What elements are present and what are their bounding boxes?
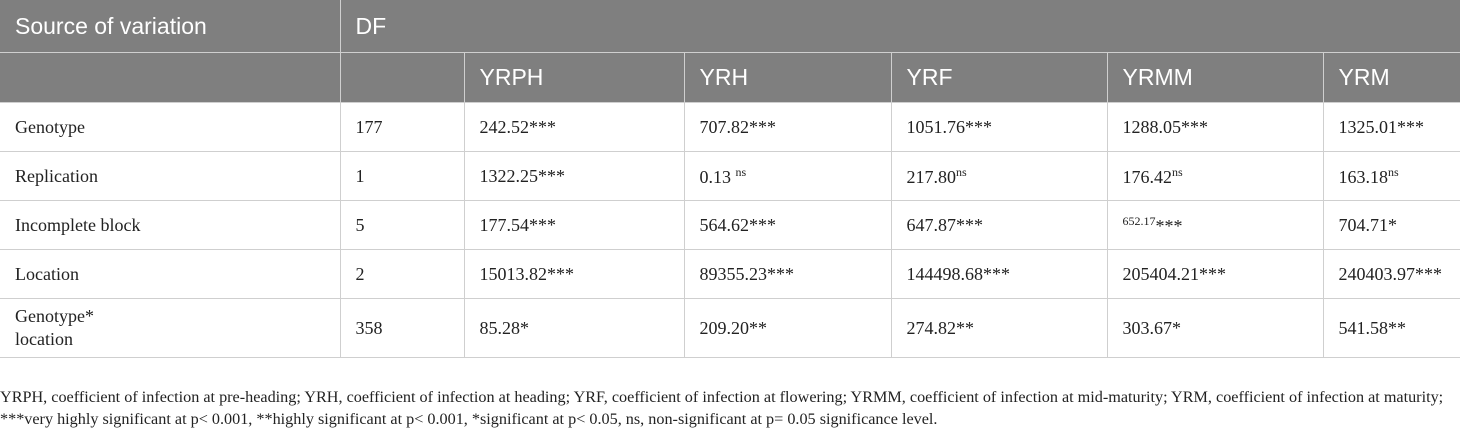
row-df: 358 bbox=[340, 299, 464, 358]
cell-yrm bbox=[1323, 201, 1460, 250]
cell-yrph bbox=[464, 250, 684, 299]
cell-yrf bbox=[891, 152, 1107, 201]
cell-yrmm bbox=[1107, 201, 1323, 250]
cell-significance: *** bbox=[1155, 215, 1183, 236]
row-df: 1 bbox=[340, 152, 464, 201]
cell-significance: *** bbox=[983, 263, 1010, 284]
row-df: 177 bbox=[340, 103, 464, 152]
cell-yrh bbox=[684, 103, 891, 152]
header-yrh: YRH bbox=[684, 53, 891, 103]
cell-value: 564.62 bbox=[699, 214, 749, 235]
cell-significance: *** bbox=[529, 214, 556, 235]
cell-yrh bbox=[684, 152, 891, 201]
cell-significance: ** bbox=[1388, 317, 1406, 338]
cell-value: 176.42 bbox=[1122, 166, 1172, 187]
cell-value: 85.28 bbox=[479, 317, 520, 338]
cell-value: 205404.21 bbox=[1122, 263, 1199, 284]
cell-significance: *** bbox=[538, 165, 565, 186]
cell-value: 163.18 bbox=[1338, 166, 1388, 187]
cell-significance: *** bbox=[767, 263, 794, 284]
cell-significance: ** bbox=[956, 317, 974, 338]
table-footnote: YRPH, coefficient of infection at pre-heading; YRH, coefficient of infection at heading; YRF, coefficient of infection at flowering; YRMM, coefficient of infection at mid-maturity; YRM, coefficient of infection at maturity; ***very highly significant at p< 0.001, **highly significant at p< 0.001, *significant at p< 0.05, ns, non-significant at p= 0.05 significance level. bbox=[0, 388, 1444, 428]
cell-value: 209.20 bbox=[699, 317, 749, 338]
cell-significance: *** bbox=[749, 214, 776, 235]
cell-yrh bbox=[684, 201, 891, 250]
cell-value: 274.82 bbox=[906, 317, 956, 338]
row-df: 5 bbox=[340, 201, 464, 250]
cell-value: 1051.76 bbox=[906, 116, 965, 137]
table-row-genotype-location bbox=[0, 299, 1460, 358]
cell-value: 240403.97 bbox=[1338, 263, 1415, 284]
cell-yrf bbox=[891, 103, 1107, 152]
cell-value: 707.82 bbox=[699, 116, 749, 137]
cell-significance: *** bbox=[1415, 263, 1442, 284]
header-yrph: YRPH bbox=[464, 53, 684, 103]
row-source: Replication bbox=[0, 152, 340, 201]
cell-yrmm bbox=[1107, 103, 1323, 152]
header-df: DF bbox=[340, 0, 1460, 53]
header-yrf: YRF bbox=[891, 53, 1107, 103]
cell-significance: * bbox=[520, 317, 529, 338]
cell-value: 242.52 bbox=[479, 116, 529, 137]
cell-significance: *** bbox=[1199, 263, 1226, 284]
cell-significance: *** bbox=[529, 116, 556, 137]
cell-value: 652.17 bbox=[1122, 213, 1156, 228]
header-row-top bbox=[0, 0, 1460, 53]
header-yrmm: YRMM bbox=[1107, 53, 1323, 103]
cell-yrh bbox=[684, 250, 891, 299]
cell-significance: *** bbox=[749, 116, 776, 137]
table-row-replication bbox=[0, 152, 1460, 201]
cell-yrmm bbox=[1107, 152, 1323, 201]
cell-significance: *** bbox=[956, 214, 983, 235]
cell-yrf bbox=[891, 201, 1107, 250]
cell-yrph bbox=[464, 299, 684, 358]
cell-value: 647.87 bbox=[906, 214, 956, 235]
cell-yrf bbox=[891, 250, 1107, 299]
header-blank-2 bbox=[340, 53, 464, 103]
header-blank-1 bbox=[0, 53, 340, 103]
row-source: Incomplete block bbox=[0, 201, 340, 250]
table-row-location bbox=[0, 250, 1460, 299]
cell-yrph bbox=[464, 201, 684, 250]
cell-value: 89355.23 bbox=[699, 263, 767, 284]
table-row-incomplete-block bbox=[0, 201, 1460, 250]
row-source-line-2: location bbox=[15, 329, 73, 349]
header-yrm: YRM bbox=[1323, 53, 1460, 103]
cell-yrf bbox=[891, 299, 1107, 358]
cell-yrm bbox=[1323, 250, 1460, 299]
cell-yrmm bbox=[1107, 250, 1323, 299]
cell-value: 303.67 bbox=[1122, 317, 1172, 338]
cell-yrmm bbox=[1107, 299, 1323, 358]
cell-significance: *** bbox=[1397, 116, 1424, 137]
row-source bbox=[0, 299, 340, 358]
row-df: 2 bbox=[340, 250, 464, 299]
cell-significance: ** bbox=[749, 317, 767, 338]
cell-value: 1325.01 bbox=[1338, 116, 1397, 137]
cell-yrph bbox=[464, 103, 684, 152]
cell-yrh bbox=[684, 299, 891, 358]
cell-significance: *** bbox=[965, 116, 992, 137]
cell-value: 541.58 bbox=[1338, 317, 1388, 338]
cell-significance: * bbox=[1172, 317, 1181, 338]
cell-significance: *** bbox=[547, 263, 574, 284]
cell-yrm bbox=[1323, 152, 1460, 201]
cell-value: 1322.25 bbox=[479, 165, 538, 186]
cell-significance: ns bbox=[956, 164, 967, 179]
header-row-sub bbox=[0, 53, 1460, 103]
row-source-line-1: Genotype* bbox=[15, 306, 94, 326]
cell-value: 704.71 bbox=[1338, 214, 1388, 235]
cell-value: 177.54 bbox=[479, 214, 529, 235]
cell-yrm bbox=[1323, 299, 1460, 358]
cell-value: 1288.05 bbox=[1122, 116, 1181, 137]
header-source-of-variation: Source of variation bbox=[0, 0, 340, 53]
cell-yrph bbox=[464, 152, 684, 201]
cell-value: 15013.82 bbox=[479, 263, 547, 284]
cell-significance: *** bbox=[1181, 116, 1208, 137]
row-source: Location bbox=[0, 250, 340, 299]
cell-value: 217.80 bbox=[906, 166, 956, 187]
cell-significance: * bbox=[1388, 214, 1397, 235]
cell-yrm bbox=[1323, 103, 1460, 152]
cell-significance: ns bbox=[1388, 164, 1399, 179]
cell-significance: ns bbox=[1172, 164, 1183, 179]
table-row-genotype bbox=[0, 103, 1460, 152]
cell-value: 0.13 bbox=[699, 166, 736, 187]
cell-value: 144498.68 bbox=[906, 263, 983, 284]
cell-significance: ns bbox=[735, 164, 747, 179]
row-source: Genotype bbox=[0, 103, 340, 152]
